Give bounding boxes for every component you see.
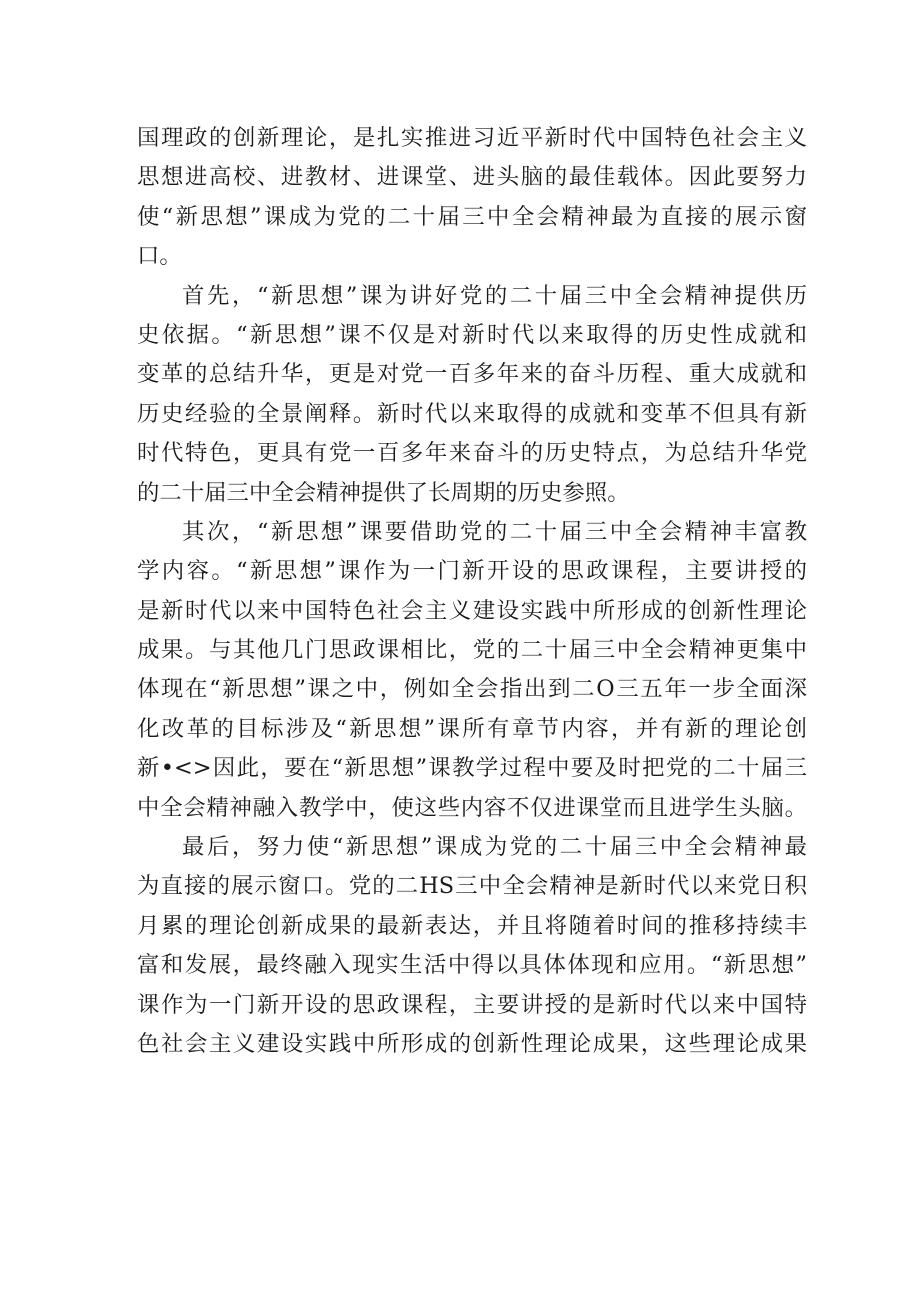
text-line: 为直接的展示窗口。党的二HS三中全会精神是新时代以来党日积: [137, 873, 807, 900]
text-line: 体现在“新思想”课之中，例如全会指出到二O三五年一步全面深: [137, 676, 807, 703]
text-line: 新•<>因此，要在“新思想”课教学过程中要及时把党的二十届三: [137, 755, 807, 782]
text-line: 学内容。“新思想”课作为一门新开设的思政课程，主要讲授的: [137, 558, 807, 585]
text-line: 变革的总结升华，更是对党一百多年来的奋斗历程、重大成就和: [137, 361, 807, 388]
text-line: 最后，努力使“新思想”课成为党的二十届三中全会精神最: [182, 834, 807, 861]
text-line: 国理政的创新理论，是扎实推进习近平新时代中国特色社会主义: [137, 125, 807, 151]
text-line: 时代特色，更具有党一百多年来奋斗的历史特点，为总结升华党: [137, 440, 807, 467]
body-text: [137, 119, 807, 1064]
text-line: 月累的理论创新成果的最新表达，并且将随着时间的推移持续丰: [137, 912, 807, 939]
text-line: 思想进高校、进教材、进课堂、进头脑的最佳载体。因此要努力: [137, 164, 807, 191]
text-line: 课作为一门新开设的思政课程，主要讲授的是新时代以来中国特: [137, 991, 807, 1018]
text-line: 口。: [137, 243, 182, 270]
paragraph-1: [137, 119, 807, 277]
text-line: 其次，“新思想”课要借助党的二十届三中全会精神丰富教: [182, 518, 807, 545]
text-line: 化改革的目标涉及“新思想”课所有章节内容，并有新的理论创: [137, 715, 807, 742]
text-line: 中全会精神融入教学中，使这些内容不仅进课堂而且进学生头脑。: [137, 794, 807, 821]
text-line: 是新时代以来中国特色社会主义建设实践中所形成的创新性理论: [137, 597, 807, 624]
text-line: 使“新思想”课成为党的二十届三中全会精神最为直接的展示窗: [137, 203, 807, 230]
text-line: 成果。与其他几门思政课相比，党的二十届三中全会精神更集中: [137, 637, 807, 664]
paragraph-2: [137, 277, 807, 513]
text-line: 史依据。“新思想”课不仅是对新时代以来取得的历史性成就和: [137, 321, 807, 348]
text-line: 富和发展，最终融入现实生活中得以具体体现和应用。“新思想”: [137, 952, 807, 979]
text-line: 首先，“新思想”课为讲好党的二十届三中全会精神提供历: [182, 282, 807, 309]
paragraph-3: [137, 513, 807, 828]
text-line: 历史经验的全景阐释。新时代以来取得的成就和变革不但具有新: [137, 400, 807, 427]
paragraph-4: [137, 828, 807, 1064]
text-line: 的二十届三中全会精神提供了长周期的历史参照。: [137, 479, 630, 506]
text-line: 色社会主义建设实践中所形成的创新性理论成果，这些理论成果: [137, 1030, 807, 1057]
